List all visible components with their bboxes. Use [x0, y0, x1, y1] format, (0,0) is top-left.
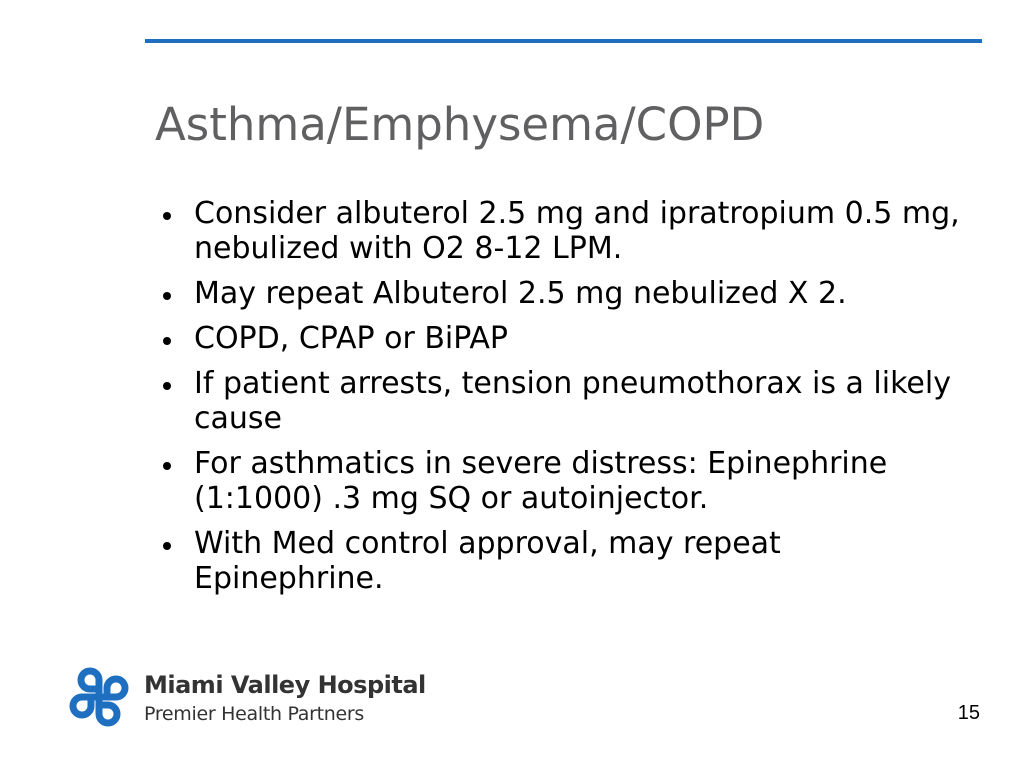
bullet-text: May repeat Albuterol 2.5 mg nebulized X 2.: [194, 276, 847, 311]
bullet-item: [160, 321, 960, 356]
bullet-text: If patient arrests, tension pneumothorax is a likely cause: [194, 366, 951, 436]
bullet-text: For asthmatics in severe distress: Epinephrine (1:1000) .3 mg SQ or autoinjector.: [194, 446, 888, 516]
interlocking-loops-logo-icon: [66, 664, 132, 730]
bullet-list: [160, 196, 960, 606]
bullet-item: [160, 446, 960, 516]
bullet-item: [160, 276, 960, 311]
bullet-item: [160, 196, 960, 266]
hospital-logo: [66, 664, 426, 732]
bullet-item: [160, 526, 960, 596]
bullet-dot-icon: [163, 337, 171, 345]
top-accent-rule: [145, 39, 982, 43]
bullet-text: Consider albuterol 2.5 mg and ipratropium 0.5 mg, nebulized with O2 8-12 LPM.: [194, 196, 960, 266]
bullet-item: [160, 366, 960, 436]
bullet-text: COPD, CPAP or BiPAP: [194, 321, 509, 356]
logo-hospital-name: Miami Valley Hospital: [144, 671, 426, 699]
page-number: 15: [957, 702, 980, 724]
bullet-dot-icon: [163, 462, 171, 470]
bullet-dot-icon: [163, 292, 171, 300]
bullet-text: With Med control approval, may repeat Epinephrine.: [194, 526, 781, 596]
bullet-dot-icon: [163, 382, 171, 390]
logo-tagline: Premier Health Partners: [144, 703, 365, 725]
slide-title: Asthma/Emphysema/COPD: [155, 98, 765, 151]
bullet-dot-icon: [163, 212, 171, 220]
bullet-dot-icon: [163, 542, 171, 550]
